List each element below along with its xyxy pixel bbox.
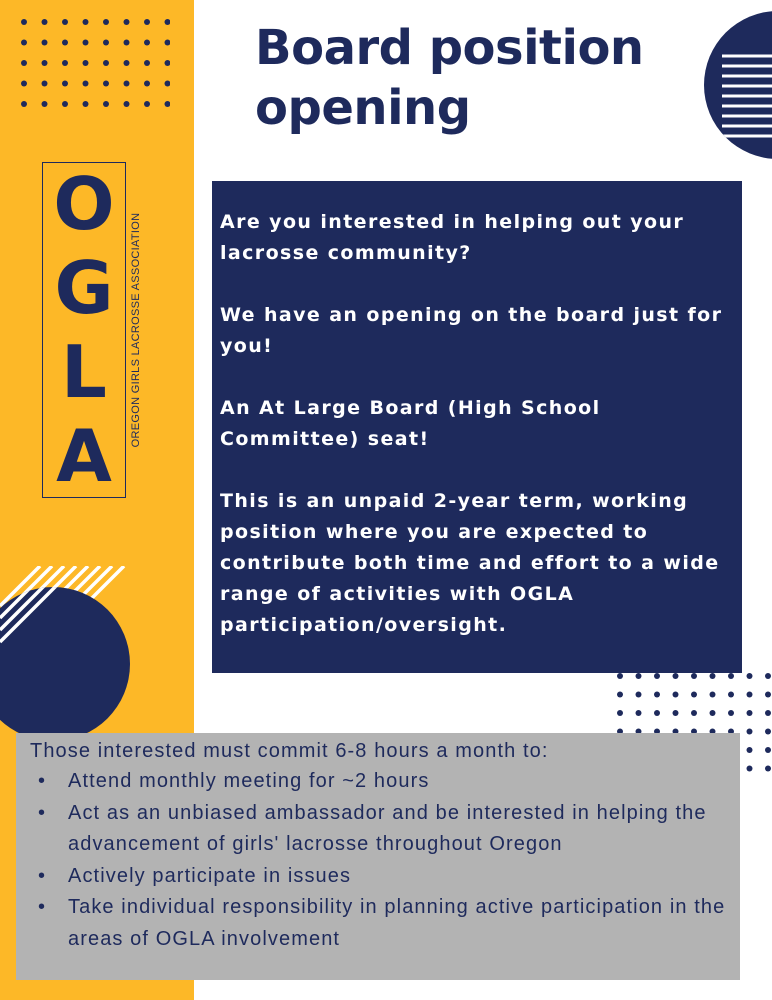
logo-letter-g: G	[54, 246, 114, 330]
list-item-text: Actively participate in issues	[68, 864, 352, 887]
logo-letter-a: A	[56, 414, 112, 498]
list-item-text: Take individual responsibility in planning active participation in the areas of OGLA involvement	[68, 896, 726, 950]
card-paragraph-1: Are you interested in helping out your lacrosse community?	[220, 211, 685, 264]
dots-pattern-top-left	[20, 18, 170, 108]
title-line-2: opening	[255, 80, 471, 136]
card-paragraph-2: We have an opening on the board just for you!	[220, 304, 723, 357]
list-item	[38, 892, 740, 955]
bullet-icon: •	[38, 864, 47, 887]
bullet-icon: •	[38, 896, 47, 918]
bullet-icon: •	[38, 770, 47, 792]
info-card	[212, 181, 742, 673]
bullet-icon: •	[38, 801, 47, 824]
requirements-list	[30, 766, 740, 955]
card-paragraph-3: An At Large Board (High School Committee) seat!	[220, 397, 601, 450]
logo-side-text: OREGON GIRLS LACROSSE ASSOCIATION	[130, 212, 142, 448]
list-item	[38, 798, 740, 861]
card-paragraph-4: This is an unpaid 2-year term, working position where you are expected to contribute both time and effort to a wide range of activities with OGLA participation/oversight.	[220, 490, 720, 636]
ogla-logo	[42, 162, 126, 498]
requirements-box	[16, 733, 740, 980]
title-line-1: Board position	[255, 20, 644, 76]
page-title	[255, 18, 644, 138]
striped-circle-left	[0, 566, 150, 746]
list-item	[38, 861, 740, 893]
requirements-intro: Those interested must commit 6-8 hours a month to:	[30, 740, 549, 762]
list-item	[38, 766, 740, 798]
logo-letter-o: O	[53, 162, 115, 246]
logo-letter-l: L	[61, 330, 107, 414]
striped-circle-top-right	[702, 0, 772, 180]
list-item-text: Act as an unbiased ambassador and be interested in helping the advancement of girls' lacrosse throughout Oregon	[68, 801, 707, 855]
list-item-text: Attend monthly meeting for ~2 hours	[68, 770, 430, 792]
